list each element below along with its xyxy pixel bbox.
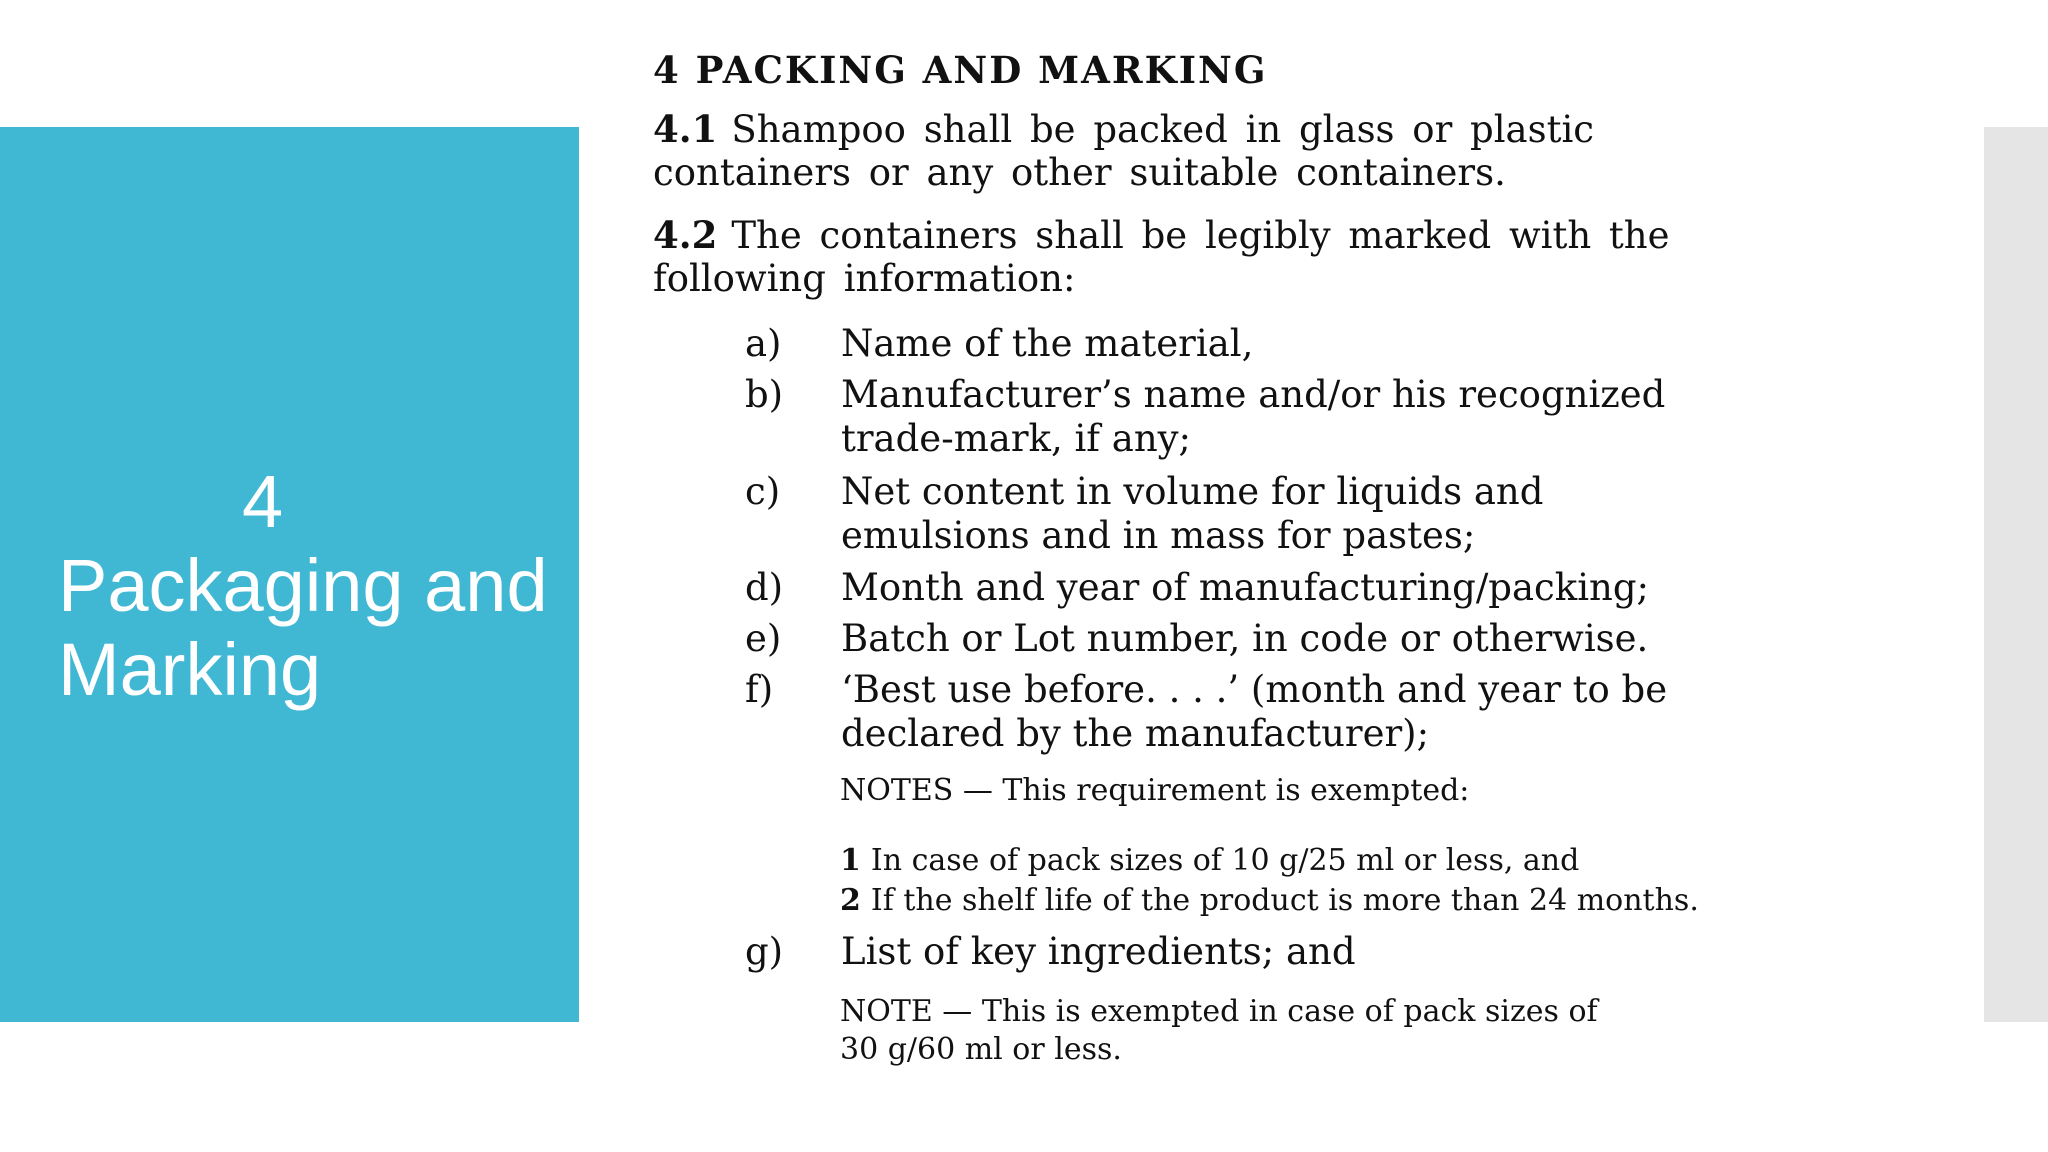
notes-f-title: NOTES — This requirement is exempted: — [840, 773, 1470, 808]
note-number: 2 — [840, 883, 861, 918]
list-line: declared by the manufacturer); — [841, 712, 1430, 755]
scanned-document-image — [585, 0, 1945, 1152]
note-item — [840, 882, 1940, 920]
list-line: Name of the material, — [841, 322, 1254, 365]
list-item-text — [841, 470, 1901, 558]
list-line: Manufacturer’s name and/or his recognized — [841, 373, 1666, 416]
list-line: Batch or Lot number, in code or otherwise. — [841, 617, 1649, 660]
paragraph-4-1 — [653, 108, 1853, 194]
slide-number: 4 — [242, 460, 284, 543]
note-number: 1 — [840, 843, 861, 878]
note-item — [840, 842, 1940, 880]
list-marker: d) — [745, 566, 784, 609]
list-marker: a) — [745, 322, 782, 365]
slide-title-line-1: Packaging and — [58, 544, 548, 627]
paragraph-line: following information: — [653, 257, 1076, 300]
paragraph-4-2 — [653, 214, 1853, 300]
paragraph-line: Shampoo shall be packed in glass or plastic — [731, 108, 1595, 151]
list-line: emulsions and in mass for pastes; — [841, 514, 1476, 557]
list-item-text — [841, 930, 1901, 974]
paragraph-number: 4.2 — [653, 213, 718, 257]
list-marker: f) — [745, 668, 774, 711]
list-marker: b) — [745, 373, 784, 416]
note-g — [840, 993, 1940, 1069]
document-heading: 4 PACKING AND MARKING — [653, 48, 1268, 92]
list-item-text — [841, 566, 1901, 610]
list-line: trade-mark, if any; — [841, 417, 1192, 460]
list-item-text — [841, 373, 1901, 461]
note-line: 30 g/60 ml or less. — [840, 1032, 1122, 1067]
paragraph-line: The containers shall be legibly marked with the — [731, 214, 1670, 257]
note-text: In case of pack sizes of 10 g/25 ml or less, and — [870, 843, 1580, 878]
paragraph-number: 4.1 — [653, 107, 718, 151]
list-line: List of key ingredients; and — [841, 930, 1356, 973]
paragraph-line: containers or any other suitable containers. — [653, 151, 1506, 194]
list-line: ‘Best use before. . . .’ (month and year to be — [841, 668, 1668, 711]
list-marker: g) — [745, 930, 784, 973]
list-marker: e) — [745, 617, 782, 660]
list-line: Net content in volume for liquids and — [841, 470, 1544, 513]
list-item-text — [841, 617, 1901, 661]
list-item-text — [841, 668, 1901, 756]
slide-title-line-2: Marking — [58, 628, 322, 711]
list-line: Month and year of manufacturing/packing; — [841, 566, 1650, 609]
note-line: NOTE — This is exempted in case of pack sizes of — [840, 994, 1598, 1029]
slide-title — [58, 460, 558, 712]
right-accent-bar — [1984, 127, 2048, 1022]
list-marker: c) — [745, 470, 781, 513]
list-item-text — [841, 322, 1901, 366]
note-text: If the shelf life of the product is more than 24 months. — [870, 883, 1699, 918]
